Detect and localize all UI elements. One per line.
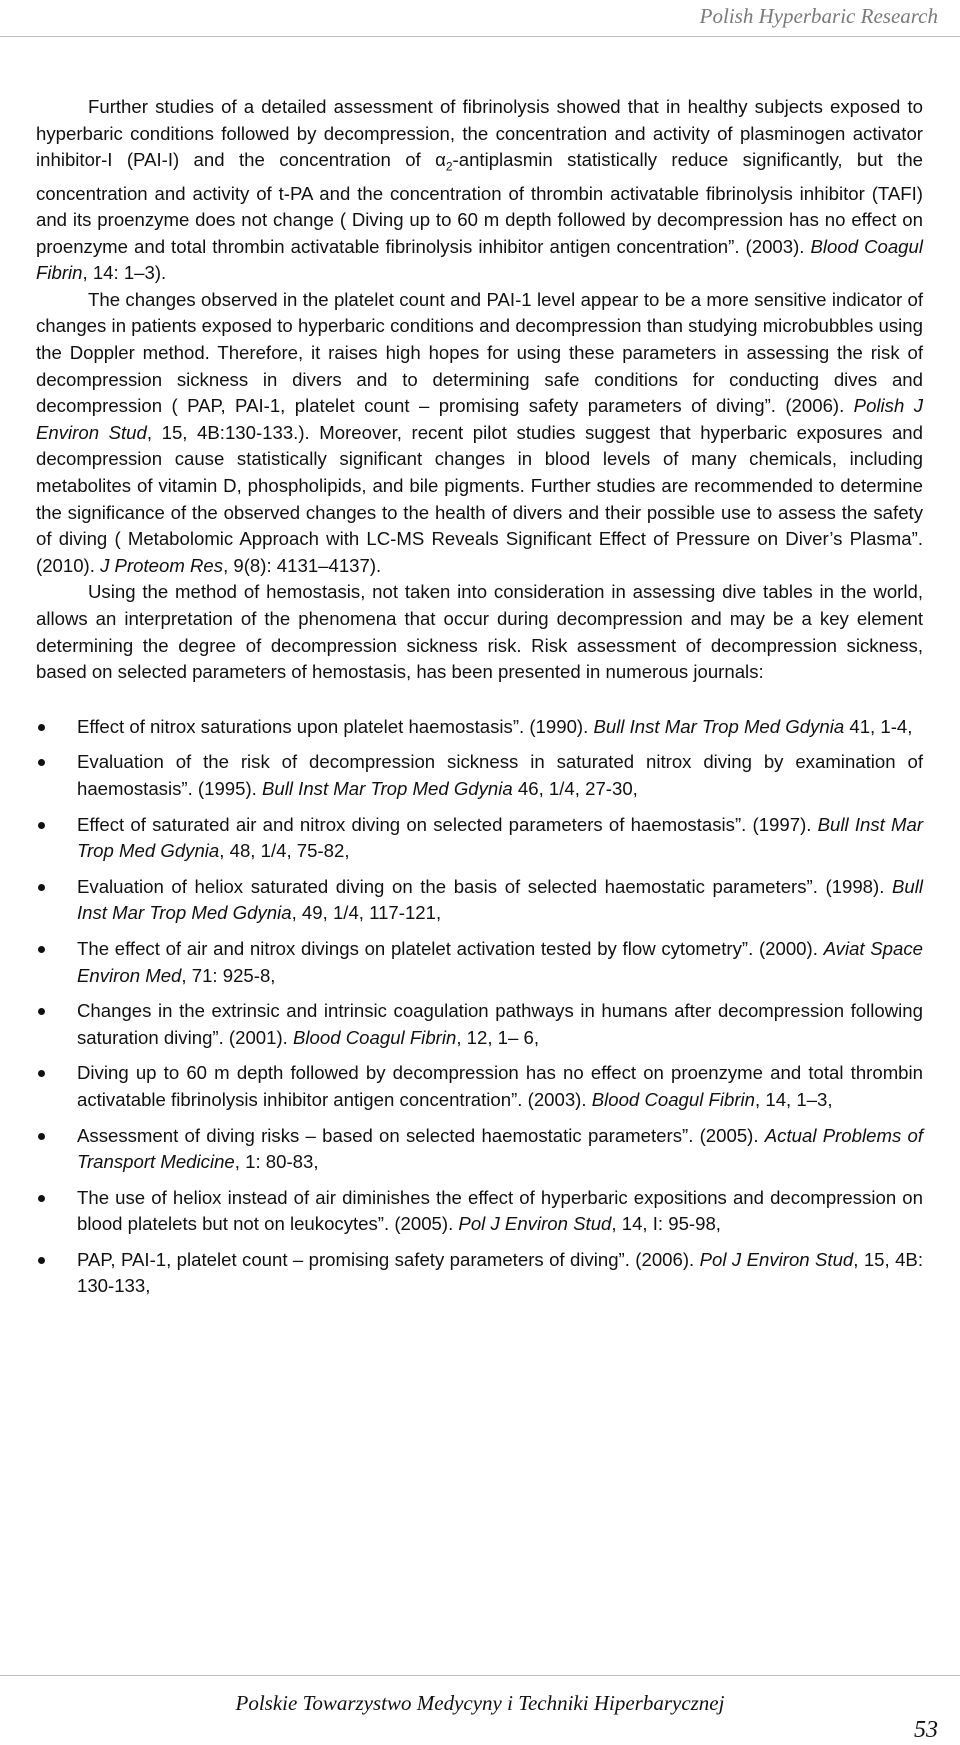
paragraph-text: The changes observed in the platelet count and PAI-1 level appear to be a more sensitive indicator of changes in patients exposed to hyperbaric conditions and decompression than studying microbubbles using the Doppler method. Therefore, it raises high hopes for using these parameters in assessing the risk of decompression sickness in divers and to determining safe conditions for conducting dives and decompression ( PAP, PAI-1, platelet count – promising safety parameters of diving”. (2006). xyxy=(36,288,923,417)
reference-journal: Aviat Space Environ Med xyxy=(77,937,923,986)
bullet-icon xyxy=(38,1257,45,1264)
reference-list xyxy=(36,714,923,1300)
reference-journal: Blood Coagul Fibrin xyxy=(293,1026,457,1048)
journal-running-title: Polish Hyperbaric Research xyxy=(699,4,938,28)
reference-journal: Actual Problems of Transport Medicine xyxy=(77,1124,923,1173)
journal-name: Polish J Environ Stud xyxy=(36,395,924,443)
reference-item xyxy=(36,1247,923,1300)
reference-title: Diving up to 60 m depth followed by decompression has no effect on proenzyme and total thrombin activatable fibrinolysis inhibitor antigen concentration”. (2003). xyxy=(77,1062,923,1110)
paragraph-text: , 15, 4B:130-133.). Moreover, recent pilot studies suggest that hyperbaric exposures and decompression cause statistically significant changes in blood levels of many chemicals, including metabolites of vitamin D, phospholipids, and bile pigments. Further studies are recommended to determine the significance of the observed changes to the health of divers and their possible use to assess the safety of diving ( Metabolomic Approach with LC-MS Reveals Significant Effect of Pressure on Diver’s Plasma”. (2010). xyxy=(36,421,923,576)
paragraph-text: , 14: 1–3). xyxy=(82,262,167,284)
bullet-icon xyxy=(38,946,45,953)
reference-title: PAP, PAI-1, platelet count – promising safety parameters of diving”. (2006). xyxy=(77,1248,700,1270)
reference-details: , 15, 4B: 130-133, xyxy=(77,1248,923,1297)
bullet-icon xyxy=(38,1195,45,1202)
paragraph-hemostasis xyxy=(36,579,923,685)
reference-title: The effect of air and nitrox divings on platelet activation tested by flow cytometry”. (2000). xyxy=(77,937,824,959)
bullet-icon xyxy=(38,1133,45,1140)
reference-title: Evaluation of the risk of decompression sickness in saturated nitrox diving by examination of haemostasis”. (1995). xyxy=(77,751,923,799)
article-body xyxy=(36,94,923,1309)
reference-item xyxy=(36,714,923,741)
page-footer xyxy=(0,1675,960,1743)
reference-details: , 14, I: 95-98, xyxy=(611,1213,721,1235)
subscript: 2 xyxy=(445,159,453,174)
bullet-icon xyxy=(38,724,45,731)
paragraph-text: , 9(8): 4131–4137). xyxy=(223,554,382,576)
reference-title: Evaluation of heliox saturated diving on the basis of selected haemostatic parameters”. (1998). xyxy=(77,875,892,897)
reference-title: Assessment of diving risks – based on selected haemostatic parameters”. (2005). xyxy=(77,1124,765,1146)
paragraph-fibrinolysis xyxy=(36,94,923,287)
reference-title: The use of heliox instead of air diminishes the effect of hyperbaric expositions and decompression on blood platelets but not on leukocytes”. (2005). xyxy=(77,1186,923,1235)
page-number: 53 xyxy=(914,1717,938,1743)
reference-item xyxy=(36,1185,923,1238)
reference-journal: Bull Inst Mar Trop Med Gdynia xyxy=(77,813,924,862)
reference-details: , 71: 925-8, xyxy=(181,964,276,986)
journal-name: J Proteom Res xyxy=(100,554,224,576)
paragraph-text: Further studies of a detailed assessment of fibrinolysis showed that in healthy subjects exposed to hyperbaric conditions followed by decompression, the concentration and activity of plasminogen activator inhibitor-I (PAI-I) and the concentration of α xyxy=(36,96,923,171)
reference-journal: Pol J Environ Stud xyxy=(699,1248,854,1270)
reference-item xyxy=(36,936,923,989)
society-name: Polskie Towarzystwo Medycyny i Techniki Hiperbarycznej xyxy=(235,1691,725,1715)
reference-item xyxy=(36,874,923,927)
bullet-icon xyxy=(38,759,45,766)
paragraph-text: -antiplasmin statistically reduce significantly, but the concentration and activity of t-PA and the concentration of thrombin activatable fibrinolysis inhibitor (TAFI) and its proenzyme does not change ( Diving up to 60 m depth followed by decompression has no effect on proenzyme and total thrombin activatable fibrinolysis inhibitor antigen concentration”. (2003). xyxy=(36,149,924,257)
reference-title: Effect of nitrox saturations upon platelet haemostasis”. (1990). xyxy=(77,715,594,737)
reference-item xyxy=(36,1123,923,1176)
page-header xyxy=(0,0,960,37)
reference-item xyxy=(36,812,923,865)
reference-title: Changes in the extrinsic and intrinsic coagulation pathways in humans after decompression following saturation diving”. (2001). xyxy=(77,1000,923,1048)
bullet-icon xyxy=(38,1070,45,1077)
bullet-icon xyxy=(38,884,45,891)
reference-details: , 12, 1– 6, xyxy=(456,1026,540,1048)
reference-details: 46, 1/4, 27-30, xyxy=(512,777,638,799)
reference-title: Effect of saturated air and nitrox diving on selected parameters of haemostasis”. (1997). xyxy=(77,813,818,835)
reference-item xyxy=(36,1060,923,1113)
reference-details: , 1: 80-83, xyxy=(234,1151,319,1173)
reference-details: , 49, 1/4, 117-121, xyxy=(291,902,442,924)
paragraph-text: Using the method of hemostasis, not taken into consideration in assessing dive tables in the world, allows an interpretation of the phenomena that occur during decompression and may be a key element determining the degree of decompression sickness risk. Risk assessment of decompression sickness, based on selected parameters of hemostasis, has been presented in numerous journals: xyxy=(36,581,923,683)
journal-name: Blood Coagul Fibrin xyxy=(36,235,923,284)
reference-journal: Pol J Environ Stud xyxy=(458,1213,612,1235)
bullet-icon xyxy=(38,822,45,829)
reference-item xyxy=(36,749,923,802)
reference-item xyxy=(36,998,923,1051)
reference-journal: Bull Inst Mar Trop Med Gdynia xyxy=(261,777,513,799)
reference-journal: Bull Inst Mar Trop Med Gdynia xyxy=(77,875,923,924)
paragraph-platelet-count xyxy=(36,287,923,580)
reference-journal: Blood Coagul Fibrin xyxy=(591,1088,756,1110)
bullet-icon xyxy=(38,1008,45,1015)
reference-details: , 48, 1/4, 75-82, xyxy=(219,840,350,862)
reference-details: , 14, 1–3, xyxy=(755,1088,833,1110)
reference-details: 41, 1-4, xyxy=(844,715,913,737)
reference-journal: Bull Inst Mar Trop Med Gdynia xyxy=(593,715,845,737)
